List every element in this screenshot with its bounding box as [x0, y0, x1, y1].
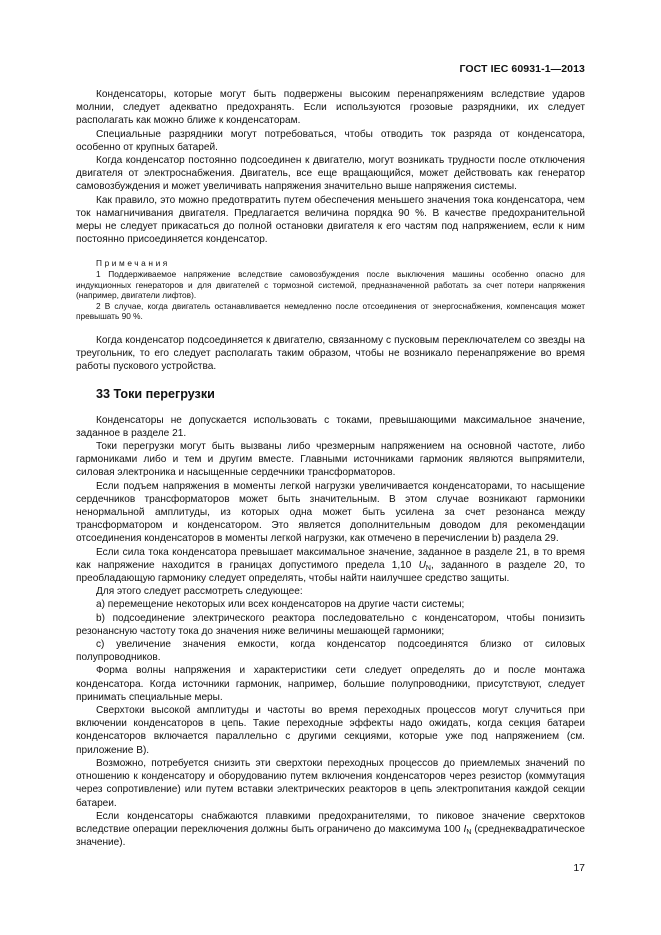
document-body — [76, 88, 585, 849]
paragraph: Конденсаторы, которые могут быть подвержены высоким перенапряжениям вследствие ударов молнии, следует адекватно предохранять. Если используются грозовые разрядники, их следует располагать как можно ближе к конденсаторам. — [76, 89, 585, 127]
notes-title: Примечания — [96, 258, 170, 269]
paragraph: Сверхтоки высокой амплитуды и частоты во время переходных процессов могут случиться при включении конденсаторов в цепь. Такие переходные эффекты надо ожидать, когда секция батареи конденсаторов включается параллельно с другими секциями, которые уже под напряжением (см. приложение В). — [76, 705, 585, 756]
list-item: a) перемещение некоторых или всех конденсаторов на другие части системы; — [96, 599, 465, 611]
subscript-n: N — [425, 564, 431, 572]
symbol-u: U — [418, 559, 426, 571]
paragraph: Когда конденсатор подсоединяется к двигателю, связанному с пусковым переключателем со звезды на треугольник, то его следует располагать таким образом, чтобы не возникало перенапряжение во время работы пускового устройства. — [76, 335, 585, 373]
note-item: 2 В случае, когда двигатель останавливается немедленно после отсоединения от энергоснабжения, компенсация может превышать 90 %. — [76, 300, 585, 322]
paragraph: Специальные разрядники могут потребоваться, чтобы отводить ток разряда от конденсатора, особенно от крупных батарей. — [76, 128, 585, 153]
paragraph: Конденсаторы не допускается использовать с токами, превышающими максимальное значение, заданное в разделе 21. — [76, 414, 585, 439]
subscript-n: N — [466, 828, 472, 836]
list-item: c) увеличение значения емкости, когда конденсатор подсоединятся близко от силовых полупроводников. — [76, 639, 585, 664]
paragraph: Токи перегрузки могут быть вызваны либо чрезмерным напряжением на основной частоте, либо гармониками либо и тем и другим вместе. Главными источниками гармоник являются выпрямители, силовая электроника и насыщенные сердечники трансформаторов. — [76, 441, 585, 479]
text-run: , заданного в разделе 20, то преобладающую гармонику следует определять, чтобы найти наилучшее средство защиты. — [76, 559, 586, 585]
text-run: Если сила тока конденсатора превышает максимальное значение, заданное в разделе 21, в то время как напряжение находится в границах допустимого предела 1,10 — [76, 546, 585, 571]
text-run: (среднеквадратическое значение). — [76, 823, 585, 849]
paragraph — [76, 810, 585, 850]
text-run: Если конденсаторы снабжаются плавкими предохранителями, то пиковое значение сверхтоков вследствие операции переключения должны быть ограничено до максимума 100 — [76, 810, 585, 835]
list-item: b) подсоединение электрического реактора последовательно с конденсатором, чтобы понизить резонансную частоту тока до значения ниже величины мешающей гармоники; — [76, 612, 585, 637]
symbol-i: I — [463, 823, 467, 835]
paragraph: Когда конденсатор постоянно подсоединен к двигателю, могут возникать трудности после отключения двигателя от электроснабжения. Двигатель, все еще вращающийся, может действовать как генератор самовозбуждения и может увеличивать напряжения значительно выше напряжения системы. — [76, 155, 585, 193]
paragraph — [76, 546, 585, 586]
paragraph: Для этого следует рассмотреть следующее: — [96, 586, 303, 598]
document-code: ГОСТ IEC 60931-1—2013 — [459, 63, 585, 75]
page-number: 17 — [573, 862, 585, 874]
paragraph: Как правило, это можно предотвратить путем обеспечения меньшего значения тока конденсатора, чем ток намагничивания двигателя. Предлагается величина порядка 90 %. В качестве предохранительной меры не следует прикасаться до полной остановки двигателя к его частям под напряжением, если к ним постоянно присоединяется конденсатор. — [76, 194, 585, 246]
note-item: 1 Поддерживаемое напряжение вследствие самовозбуждения после выключения машины особенно опасно для индукционных генераторов и для двигателей с тормозной системой, предназначенной работать за счет потери напряжения (например, двигатели лифтов). — [76, 269, 585, 301]
paragraph: Возможно, потребуется снизить эти сверхтоки переходных процессов до приемлемых значений по отношению к конденсатору и оборудованию путем включения конденсаторов через резистор (коммутация через сопротивление) или путем вставки электрических реакторов в цепь электропитания каждой секции батареи. — [76, 757, 585, 809]
paragraph: Форма волны напряжения и характеристики сети следует определять до и после монтажа конденсатора. Когда источники гармоник, например, большие полупроводники, присутствуют, следует принимать специальные меры. — [76, 665, 585, 703]
paragraph: Если подъем напряжения в моменты легкой нагрузки увеличивается конденсаторами, то насыщение сердечников трансформаторов может быть значительным. В этом случае возникают гармоники ненормальной амплитуды, из которых одна может быть усилена за счет резонанса между трансформатором и конденсатором. Это является дополнительным доводом для рекомендации отсоединения конденсаторов в моменты легкой нагрузки, как отмечено в перечислении b) раздела 29. — [76, 480, 585, 545]
section-heading: 33 Токи перегрузки — [96, 386, 215, 401]
